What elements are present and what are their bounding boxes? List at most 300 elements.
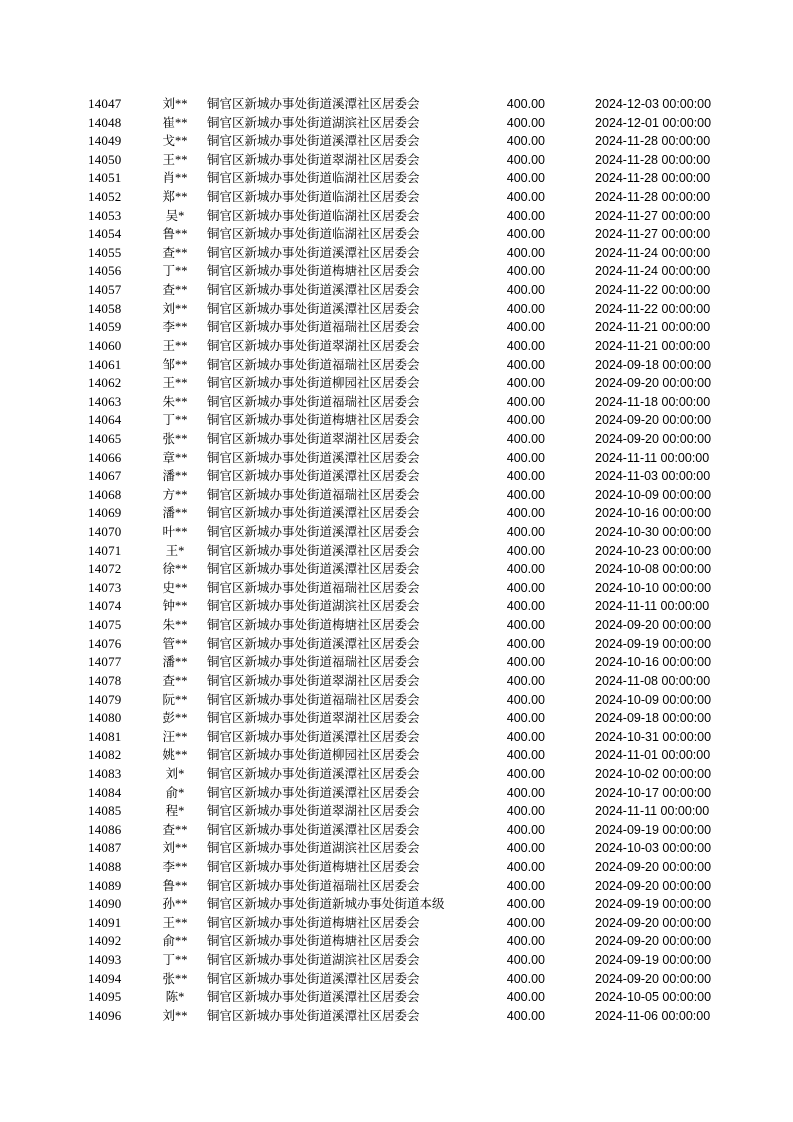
organization-name: 铜官区新城办事处街道梅塘社区居委会	[207, 934, 420, 949]
record-id: 14089	[88, 877, 122, 893]
person-name-masked: 张**	[162, 431, 188, 446]
person-name-masked: 王*	[165, 543, 185, 558]
table-row	[0, 970, 793, 989]
record-datetime: 2024-09-20 00:00:00	[595, 859, 712, 874]
table-row	[0, 542, 793, 561]
person-name-masked: 李**	[162, 859, 188, 874]
person-name-masked: 郑**	[162, 190, 188, 205]
record-id: 14094	[88, 970, 122, 986]
record-id: 14081	[88, 728, 122, 744]
table-row	[0, 523, 793, 542]
organization-name: 铜官区新城办事处街道溪潭社区居委会	[207, 97, 420, 111]
organization-name: 铜官区新城办事处街道溪潭社区居委会	[207, 729, 420, 744]
person-name-masked: 丁**	[162, 264, 188, 279]
organization-name: 铜官区新城办事处街道溪潭社区居委会	[207, 525, 420, 540]
organization-name: 铜官区新城办事处街道翠湖社区居委会	[207, 338, 420, 353]
organization-name: 铜官区新城办事处街道柳园社区居委会	[207, 748, 420, 763]
amount-value: 400.00	[506, 245, 545, 260]
table-row	[0, 691, 793, 710]
amount-value: 400.00	[506, 301, 545, 316]
organization-name: 铜官区新城办事处街道溪潭社区居委会	[207, 1008, 420, 1023]
record-id: 14050	[88, 151, 122, 167]
table-row	[0, 504, 793, 523]
person-name-masked: 章**	[162, 450, 188, 465]
amount-value: 400.00	[506, 822, 545, 837]
record-id: 14095	[88, 989, 122, 1005]
person-name-masked: 刘**	[162, 1008, 188, 1023]
record-datetime: 2024-09-20 00:00:00	[595, 878, 712, 893]
person-name-masked: 刘**	[162, 97, 188, 111]
person-name-masked: 姚**	[162, 748, 188, 763]
organization-name: 铜官区新城办事处街道翠湖社区居委会	[207, 804, 420, 819]
amount-value: 400.00	[506, 469, 545, 484]
organization-name: 铜官区新城办事处街道福瑞社区居委会	[207, 692, 420, 707]
organization-name: 铜官区新城办事处街道溪潭社区居委会	[207, 822, 420, 837]
record-id: 14049	[88, 133, 122, 149]
amount-value: 400.00	[506, 152, 545, 167]
amount-value: 400.00	[506, 711, 545, 726]
organization-name: 铜官区新城办事处街道溪潭社区居委会	[207, 301, 420, 316]
record-datetime: 2024-10-10 00:00:00	[595, 580, 712, 595]
organization-name: 铜官区新城办事处街道溪潭社区居委会	[207, 766, 420, 781]
person-name-masked: 崔**	[162, 115, 188, 130]
amount-value: 400.00	[506, 1008, 545, 1023]
organization-name: 铜官区新城办事处街道湖滨社区居委会	[207, 953, 420, 968]
person-name-masked: 潘**	[162, 506, 188, 521]
table-row	[0, 709, 793, 728]
organization-name: 铜官区新城办事处街道湖滨社区居委会	[207, 599, 420, 614]
person-name-masked: 朱**	[162, 394, 188, 409]
amount-value: 400.00	[506, 692, 545, 707]
person-name-masked: 陈*	[165, 990, 185, 1005]
organization-name: 铜官区新城办事处街道翠湖社区居委会	[207, 711, 420, 726]
table-row	[0, 728, 793, 747]
table-row	[0, 337, 793, 356]
table-row	[0, 486, 793, 505]
organization-name: 铜官区新城办事处街道福瑞社区居委会	[207, 357, 420, 372]
person-name-masked: 管**	[162, 636, 188, 651]
amount-value: 400.00	[506, 320, 545, 335]
person-name-masked: 孙**	[162, 897, 188, 912]
person-name-masked: 刘**	[162, 841, 188, 856]
amount-value: 400.00	[506, 841, 545, 856]
record-id: 14048	[88, 114, 122, 130]
organization-name: 铜官区新城办事处街道溪潭社区居委会	[207, 990, 420, 1005]
person-name-masked: 潘**	[162, 469, 188, 484]
record-datetime: 2024-11-24 00:00:00	[595, 264, 711, 279]
table-row	[0, 393, 793, 412]
record-datetime: 2024-11-01 00:00:00	[595, 748, 711, 763]
record-datetime: 2024-11-27 00:00:00	[595, 208, 711, 223]
amount-value: 400.00	[506, 673, 545, 688]
table-row	[0, 616, 793, 635]
record-id: 14092	[88, 933, 122, 949]
table-row	[0, 932, 793, 951]
record-datetime: 2024-11-24 00:00:00	[595, 245, 711, 260]
organization-name: 铜官区新城办事处街道翠湖社区居委会	[207, 431, 420, 446]
record-datetime: 2024-09-20 00:00:00	[595, 934, 712, 949]
amount-value: 400.00	[506, 115, 545, 130]
table-row	[0, 579, 793, 598]
organization-name: 铜官区新城办事处街道福瑞社区居委会	[207, 394, 420, 409]
amount-value: 400.00	[506, 599, 545, 614]
organization-name: 铜官区新城办事处街道溪潭社区居委会	[207, 971, 420, 986]
table-row	[0, 262, 793, 281]
organization-name: 铜官区新城办事处街道溪潭社区居委会	[207, 283, 420, 298]
record-id: 14062	[88, 375, 122, 391]
record-id: 14057	[88, 282, 122, 298]
record-datetime: 2024-09-20 00:00:00	[595, 413, 712, 428]
amount-value: 400.00	[506, 859, 545, 874]
person-name-masked: 李**	[162, 320, 188, 335]
person-name-masked: 丁**	[162, 953, 188, 968]
amount-value: 400.00	[506, 562, 545, 577]
person-name-masked: 肖**	[162, 171, 188, 186]
record-datetime: 2024-10-17 00:00:00	[595, 785, 712, 800]
organization-name: 铜官区新城办事处街道梅塘社区居委会	[207, 915, 420, 930]
record-datetime: 2024-11-27 00:00:00	[595, 227, 711, 242]
person-name-masked: 张**	[162, 971, 188, 986]
table-row	[0, 839, 793, 858]
person-name-masked: 俞**	[162, 934, 188, 949]
record-id: 14080	[88, 710, 122, 726]
record-id: 14055	[88, 244, 122, 260]
record-datetime: 2024-10-09 00:00:00	[595, 692, 712, 707]
record-id: 14058	[88, 300, 122, 316]
record-datetime: 2024-11-28 00:00:00	[595, 152, 711, 167]
amount-value: 400.00	[506, 357, 545, 372]
record-id: 14059	[88, 319, 122, 335]
table-row	[0, 207, 793, 226]
organization-name: 铜官区新城办事处街道溪潭社区居委会	[207, 506, 420, 521]
record-id: 14047	[88, 96, 122, 111]
table-row	[0, 114, 793, 133]
record-id: 14090	[88, 896, 122, 912]
organization-name: 铜官区新城办事处街道溪潭社区居委会	[207, 245, 420, 260]
amount-value: 400.00	[506, 394, 545, 409]
person-name-masked: 王**	[162, 338, 188, 353]
record-id: 14052	[88, 189, 122, 205]
amount-value: 400.00	[506, 897, 545, 912]
record-datetime: 2024-10-30 00:00:00	[595, 525, 712, 540]
person-name-masked: 丁**	[162, 413, 188, 428]
table-row	[0, 672, 793, 691]
organization-name: 铜官区新城办事处街道梅塘社区居委会	[207, 264, 420, 279]
table-row	[0, 877, 793, 896]
record-id: 14076	[88, 635, 122, 651]
record-datetime: 2024-09-19 00:00:00	[595, 822, 712, 837]
record-datetime: 2024-11-21 00:00:00	[595, 320, 711, 335]
records-table	[0, 95, 793, 1025]
record-datetime: 2024-09-20 00:00:00	[595, 431, 712, 446]
record-datetime: 2024-10-16 00:00:00	[595, 655, 712, 670]
table-row	[0, 132, 793, 151]
record-datetime: 2024-10-05 00:00:00	[595, 990, 712, 1005]
table-row	[0, 765, 793, 784]
record-id: 14070	[88, 524, 122, 540]
person-name-masked: 徐**	[162, 562, 188, 577]
amount-value: 400.00	[506, 487, 545, 502]
table-row	[0, 784, 793, 803]
record-id: 14086	[88, 821, 122, 837]
amount-value: 400.00	[506, 934, 545, 949]
table-row	[0, 374, 793, 393]
person-name-masked: 王**	[162, 152, 188, 167]
table-row	[0, 318, 793, 337]
table-row	[0, 449, 793, 468]
organization-name: 铜官区新城办事处街道福瑞社区居委会	[207, 655, 420, 670]
amount-value: 400.00	[506, 97, 545, 111]
amount-value: 400.00	[506, 971, 545, 986]
record-datetime: 2024-11-22 00:00:00	[595, 283, 711, 298]
table-row	[0, 151, 793, 170]
record-datetime: 2024-11-11 00:00:00	[595, 599, 710, 614]
organization-name: 铜官区新城办事处街道新城办事处街道本级	[207, 897, 445, 912]
record-datetime: 2024-11-28 00:00:00	[595, 190, 711, 205]
amount-value: 400.00	[506, 636, 545, 651]
record-datetime: 2024-11-28 00:00:00	[595, 171, 711, 186]
record-datetime: 2024-11-21 00:00:00	[595, 338, 711, 353]
record-id: 14069	[88, 505, 122, 521]
organization-name: 铜官区新城办事处街道福瑞社区居委会	[207, 320, 420, 335]
amount-value: 400.00	[506, 766, 545, 781]
record-datetime: 2024-10-08 00:00:00	[595, 562, 712, 577]
record-id: 14065	[88, 430, 122, 446]
organization-name: 铜官区新城办事处街道梅塘社区居委会	[207, 859, 420, 874]
record-datetime: 2024-09-19 00:00:00	[595, 897, 712, 912]
person-name-masked: 刘**	[162, 301, 188, 316]
organization-name: 铜官区新城办事处街道湖滨社区居委会	[207, 841, 420, 856]
amount-value: 400.00	[506, 655, 545, 670]
person-name-masked: 戈**	[162, 134, 188, 149]
table-row	[0, 746, 793, 765]
record-id: 14096	[88, 1007, 122, 1023]
record-datetime: 2024-09-19 00:00:00	[595, 636, 712, 651]
person-name-masked: 史**	[162, 580, 188, 595]
organization-name: 铜官区新城办事处街道临湖社区居委会	[207, 190, 420, 205]
amount-value: 400.00	[506, 785, 545, 800]
person-name-masked: 查**	[162, 673, 188, 688]
record-datetime: 2024-11-11 00:00:00	[595, 804, 710, 819]
organization-name: 铜官区新城办事处街道溪潭社区居委会	[207, 450, 420, 465]
amount-value: 400.00	[506, 134, 545, 149]
amount-value: 400.00	[506, 338, 545, 353]
organization-name: 铜官区新城办事处街道梅塘社区居委会	[207, 618, 420, 633]
amount-value: 400.00	[506, 227, 545, 242]
organization-name: 铜官区新城办事处街道福瑞社区居委会	[207, 487, 420, 502]
amount-value: 400.00	[506, 264, 545, 279]
organization-name: 铜官区新城办事处街道溪潭社区居委会	[207, 562, 420, 577]
record-id: 14051	[88, 170, 122, 186]
table-row	[0, 858, 793, 877]
record-id: 14073	[88, 579, 122, 595]
person-name-masked: 查**	[162, 283, 188, 298]
record-id: 14060	[88, 337, 122, 353]
amount-value: 400.00	[506, 525, 545, 540]
record-id: 14063	[88, 393, 122, 409]
record-id: 14071	[88, 542, 122, 558]
record-id: 14091	[88, 914, 122, 930]
table-row	[0, 411, 793, 430]
table-row	[0, 597, 793, 616]
organization-name: 铜官区新城办事处街道柳园社区居委会	[207, 376, 420, 391]
record-id: 14093	[88, 952, 122, 968]
person-name-masked: 邹**	[162, 357, 188, 372]
record-datetime: 2024-11-22 00:00:00	[595, 301, 711, 316]
record-id: 14077	[88, 654, 122, 670]
table-row	[0, 300, 793, 319]
organization-name: 铜官区新城办事处街道溪潭社区居委会	[207, 134, 420, 149]
organization-name: 铜官区新城办事处街道湖滨社区居委会	[207, 115, 420, 130]
person-name-masked: 叶**	[162, 525, 188, 540]
person-name-masked: 查**	[162, 822, 188, 837]
organization-name: 铜官区新城办事处街道溪潭社区居委会	[207, 785, 420, 800]
record-id: 14064	[88, 412, 122, 428]
table-row	[0, 467, 793, 486]
record-id: 14084	[88, 784, 122, 800]
record-datetime: 2024-10-09 00:00:00	[595, 487, 712, 502]
record-datetime: 2024-10-31 00:00:00	[595, 729, 712, 744]
table-row	[0, 356, 793, 375]
table-row	[0, 821, 793, 840]
record-id: 14079	[88, 691, 122, 707]
record-datetime: 2024-12-01 00:00:00	[595, 115, 712, 130]
organization-name: 铜官区新城办事处街道溪潭社区居委会	[207, 469, 420, 484]
record-id: 14066	[88, 449, 122, 465]
table-row	[0, 560, 793, 579]
record-datetime: 2024-09-18 00:00:00	[595, 711, 712, 726]
table-row	[0, 802, 793, 821]
table-row	[0, 225, 793, 244]
organization-name: 铜官区新城办事处街道溪潭社区居委会	[207, 636, 420, 651]
person-name-masked: 俞*	[165, 785, 185, 800]
amount-value: 400.00	[506, 990, 545, 1005]
amount-value: 400.00	[506, 580, 545, 595]
amount-value: 400.00	[506, 190, 545, 205]
record-datetime: 2024-09-20 00:00:00	[595, 376, 712, 391]
person-name-masked: 王**	[162, 915, 188, 930]
record-datetime: 2024-09-20 00:00:00	[595, 618, 712, 633]
table-row	[0, 244, 793, 263]
person-name-masked: 汪**	[162, 729, 188, 744]
person-name-masked: 潘**	[162, 655, 188, 670]
record-id: 14068	[88, 486, 122, 502]
organization-name: 铜官区新城办事处街道福瑞社区居委会	[207, 878, 420, 893]
record-id: 14087	[88, 840, 122, 856]
person-name-masked: 朱**	[162, 618, 188, 633]
person-name-masked: 吴*	[165, 208, 185, 223]
amount-value: 400.00	[506, 450, 545, 465]
record-datetime: 2024-09-18 00:00:00	[595, 357, 712, 372]
record-datetime: 2024-09-20 00:00:00	[595, 915, 712, 930]
table-row	[0, 951, 793, 970]
organization-name: 铜官区新城办事处街道梅塘社区居委会	[207, 413, 420, 428]
amount-value: 400.00	[506, 376, 545, 391]
record-id: 14088	[88, 858, 122, 874]
record-datetime: 2024-11-03 00:00:00	[595, 469, 711, 484]
record-datetime: 2024-09-20 00:00:00	[595, 971, 712, 986]
organization-name: 铜官区新城办事处街道翠湖社区居委会	[207, 673, 420, 688]
record-id: 14053	[88, 207, 122, 223]
record-datetime: 2024-11-08 00:00:00	[595, 673, 711, 688]
amount-value: 400.00	[506, 953, 545, 968]
record-id: 14085	[88, 803, 122, 819]
record-id: 14082	[88, 747, 122, 763]
table-row	[0, 653, 793, 672]
table-row	[0, 895, 793, 914]
amount-value: 400.00	[506, 413, 545, 428]
record-datetime: 2024-11-28 00:00:00	[595, 134, 711, 149]
person-name-masked: 鲁**	[162, 227, 188, 242]
person-name-masked: 彭**	[162, 711, 188, 726]
record-id: 14075	[88, 617, 122, 633]
organization-name: 铜官区新城办事处街道溪潭社区居委会	[207, 543, 420, 558]
amount-value: 400.00	[506, 618, 545, 633]
record-id: 14083	[88, 765, 122, 781]
record-id: 14061	[88, 356, 122, 372]
organization-name: 铜官区新城办事处街道福瑞社区居委会	[207, 580, 420, 595]
record-datetime: 2024-10-23 00:00:00	[595, 543, 712, 558]
record-datetime: 2024-11-11 00:00:00	[595, 450, 710, 465]
record-id: 14074	[88, 598, 122, 614]
amount-value: 400.00	[506, 283, 545, 298]
record-id: 14056	[88, 263, 122, 279]
amount-value: 400.00	[506, 804, 545, 819]
record-id: 14072	[88, 561, 122, 577]
amount-value: 400.00	[506, 171, 545, 186]
person-name-masked: 钟**	[162, 599, 188, 614]
table-row	[0, 188, 793, 207]
record-id: 14067	[88, 468, 122, 484]
record-datetime: 2024-10-16 00:00:00	[595, 506, 712, 521]
table-row	[0, 635, 793, 654]
table-row	[0, 430, 793, 449]
amount-value: 400.00	[506, 431, 545, 446]
person-name-masked: 程*	[165, 804, 185, 819]
person-name-masked: 方**	[162, 487, 188, 502]
amount-value: 400.00	[506, 748, 545, 763]
amount-value: 400.00	[506, 878, 545, 893]
person-name-masked: 阮**	[162, 692, 188, 707]
organization-name: 铜官区新城办事处街道翠湖社区居委会	[207, 152, 420, 167]
amount-value: 400.00	[506, 729, 545, 744]
record-datetime: 2024-09-19 00:00:00	[595, 953, 712, 968]
amount-value: 400.00	[506, 543, 545, 558]
table-row	[0, 988, 793, 1007]
table-row	[0, 1007, 793, 1026]
amount-value: 400.00	[506, 506, 545, 521]
organization-name: 铜官区新城办事处街道临湖社区居委会	[207, 227, 420, 242]
person-name-masked: 查**	[162, 245, 188, 260]
record-datetime: 2024-11-18 00:00:00	[595, 394, 711, 409]
person-name-masked: 王**	[162, 376, 188, 391]
table-row	[0, 914, 793, 933]
record-id: 14054	[88, 226, 122, 242]
record-datetime: 2024-10-02 00:00:00	[595, 766, 712, 781]
table-row	[0, 281, 793, 300]
record-datetime: 2024-12-03 00:00:00	[595, 97, 712, 111]
organization-name: 铜官区新城办事处街道临湖社区居委会	[207, 208, 420, 223]
amount-value: 400.00	[506, 208, 545, 223]
person-name-masked: 鲁**	[162, 878, 188, 893]
amount-value: 400.00	[506, 915, 545, 930]
record-datetime: 2024-11-06 00:00:00	[595, 1008, 711, 1023]
table-row	[0, 95, 793, 114]
table-row	[0, 169, 793, 188]
person-name-masked: 刘*	[165, 766, 185, 781]
record-id: 14078	[88, 672, 122, 688]
record-datetime: 2024-10-03 00:00:00	[595, 841, 712, 856]
